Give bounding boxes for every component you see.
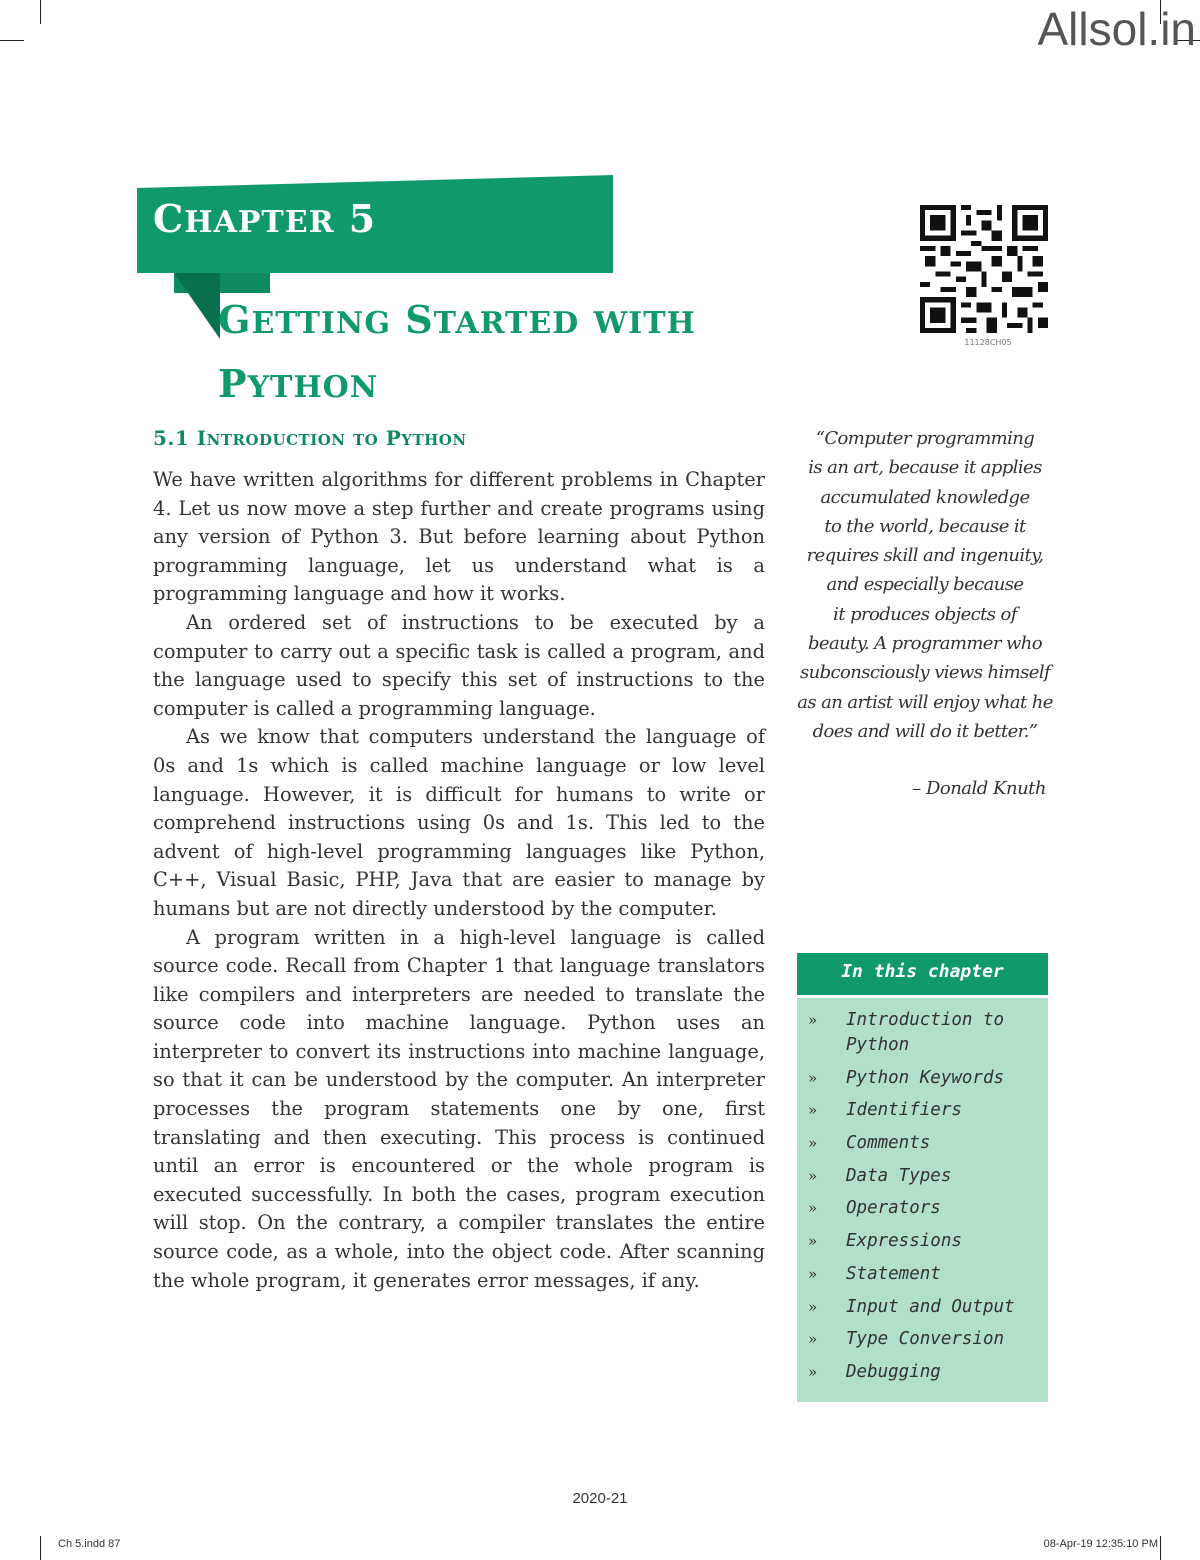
quote-line: “Computer programming <box>815 428 1035 449</box>
list-item: » Debugging <box>808 1360 1044 1385</box>
quote-line: and especially because <box>826 574 1024 596</box>
bullet-icon: » <box>808 1134 818 1153</box>
quote-line: does and will do it better.” <box>812 720 1038 742</box>
banner-fold-shadow <box>174 273 220 339</box>
bullet-icon: » <box>808 1011 818 1029</box>
bullet-icon: » <box>808 1101 818 1120</box>
chapter-contents-list <box>808 1008 1044 1393</box>
crop-mark <box>40 1536 41 1560</box>
crop-mark <box>0 40 24 41</box>
list-item: » Introduction to Python <box>808 1008 1044 1058</box>
chapter-contents-heading: In this chapter <box>797 953 1048 998</box>
list-item: » Statement <box>808 1262 1044 1287</box>
body-text <box>153 466 765 1295</box>
quote-line: to the world, because it <box>824 515 1026 537</box>
watermark: Allsol.in <box>1037 3 1196 55</box>
paragraph: We have written algorithms for different problems in Chapter 4. Let us now move a step further and create programs using any version of Python 3. But before learning about Python programming language, let us understand what is a programming language and how it works. <box>153 468 765 606</box>
list-item: » Python Keywords <box>808 1066 1044 1091</box>
paragraph: A program written in a high-level language is called source code. Recall from Chapter 1 that language translators like compilers and interpreters are needed to translate the source code into machine language. Python uses an interpreter to convert its instructions into machine language, so that it can be understood by the computer. An interpreter processes the program statements one by one, first translating and then executing. This process is continued until an error is encountered or the whole program is executed successfully. In both the cases, program execution will stop. On the contrary, a compiler translates the entire source code, as a whole, into the object code. After scanning the whole program, it generates error messages, if any. <box>153 925 765 1292</box>
footer-year: 2020-21 <box>572 1490 628 1507</box>
title-line-2: PYTHON <box>218 361 379 406</box>
quote <box>790 424 1060 746</box>
list-item: » Comments <box>808 1131 1044 1156</box>
qr-caption: 11128CH05 <box>964 338 1012 347</box>
list-item: » Type Conversion <box>808 1327 1044 1352</box>
slug-right: 08-Apr-19 12:35:10 PM <box>1043 1538 1158 1550</box>
bullet-icon: » <box>808 1068 818 1087</box>
quote-author: – Donald Knuth <box>912 778 1046 799</box>
bullet-icon: » <box>808 1264 818 1283</box>
quote-line: subconsciously views himself <box>799 662 1051 684</box>
bullet-icon: » <box>808 1362 818 1381</box>
crop-mark <box>1160 1536 1161 1560</box>
quote-line: requires skill and ingenuity, <box>806 545 1044 567</box>
quote-line: beauty. A programmer who <box>807 633 1043 655</box>
list-item: » Expressions <box>808 1229 1044 1254</box>
qr-code-icon[interactable] <box>920 205 1048 333</box>
chapter-label: CHAPTER 5 <box>153 196 377 241</box>
quote-line: is an art, because it applies <box>808 457 1042 479</box>
quote-line: as an artist will enjoy what he <box>797 691 1053 713</box>
list-item: » Operators <box>808 1196 1044 1221</box>
quote-line: it produces objects of <box>833 603 1017 625</box>
list-item: » Input and Output <box>808 1295 1044 1320</box>
title-line-1: GETTING STARTED WITH <box>218 297 696 342</box>
slug-left: Ch 5.indd 87 <box>58 1538 121 1550</box>
section-heading: 5.1 INTRODUCTION TO PYTHON <box>153 426 467 450</box>
bullet-icon: » <box>808 1166 818 1185</box>
paragraph: An ordered set of instructions to be executed by a computer to carry out a specific task is called a program, and the language used to specify this set of instructions to the computer is called a programming language. <box>153 610 765 720</box>
quote-line: accumulated knowledge <box>820 486 1030 508</box>
paragraph: As we know that computers understand the language of 0s and 1s which is called machine language or low level language. However, it is difficult for humans to write or comprehend instructions using 0s and 1s. This led to the advent of high-level programming languages like Python, C++, Visual Basic, PHP, Java that are easier to manage by humans but are not directly understood by the computer. <box>153 725 765 920</box>
crop-mark <box>40 0 41 24</box>
list-item: » Data Types <box>808 1164 1044 1189</box>
list-item: » Identifiers <box>808 1098 1044 1123</box>
bullet-icon: » <box>808 1232 818 1251</box>
bullet-icon: » <box>808 1297 818 1316</box>
bullet-icon: » <box>808 1330 818 1349</box>
chapter-title <box>218 290 778 418</box>
bullet-icon: » <box>808 1199 818 1218</box>
